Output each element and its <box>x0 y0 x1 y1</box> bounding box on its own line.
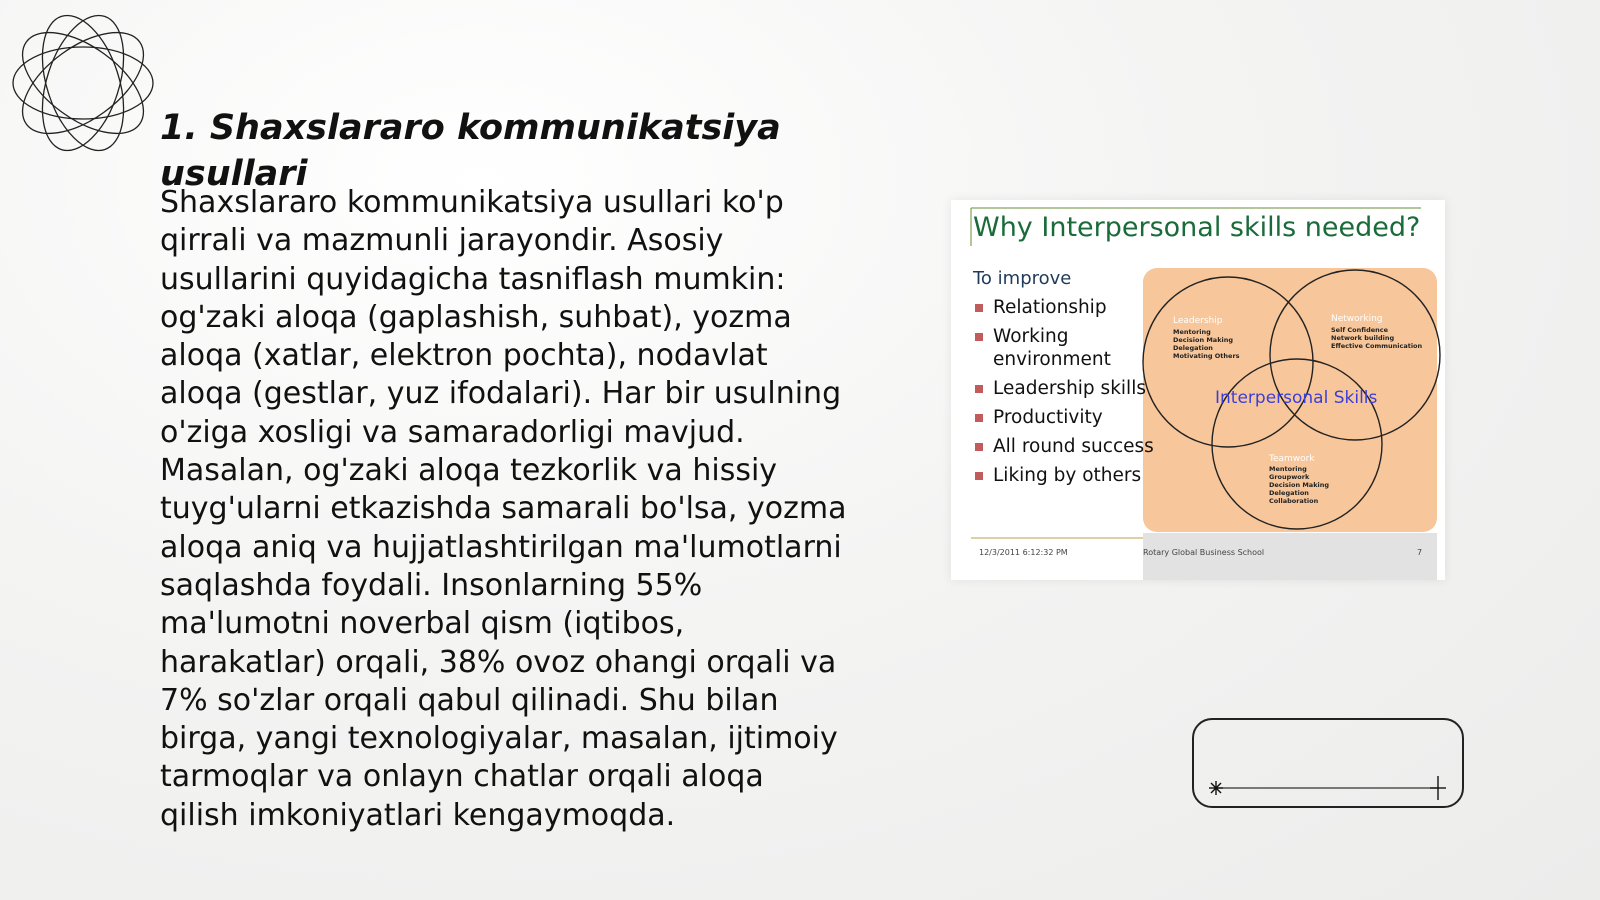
venn-label-leadership: Leadership <box>1173 316 1223 326</box>
embedded-slide-image <box>951 200 1445 580</box>
timeline-line-icon <box>1194 720 1466 810</box>
slide-body-text: Shaxslararo kommunikatsiya usullari ko'p qirrali va mazmunli jarayondir. Asosiy usullarini quyidagicha tasniflash mumkin: og'zaki aloqa (gaplashish, suhbat), yozma aloqa (xatlar, elektron pochta), nodavlat aloqa (gestlar, yuz ifodalari). Har bir usulning o'ziga xosligi va samaradorligi mavjud. Masalan, og'zaki aloqa tezkorlik va hissiy tuyg'ularni etkazishda samarali bo'lsa, yozma aloqa aniq va hujjatlashtirilgan ma'lumotlarni saqlashda foydali. Insonlarning 55% ma'lumotni noverbal qism (iqtibos, harakatlar) orqali, 38% ovoz ohangi orqali va 7% so'zlar orqali qabul qilinadi. Shu bilan birga, yangi texnologiyalar, masalan, ijtimoiy tarmoqlar va onlayn chatlar orqali aloqa qilish imkoniyatlari kengaymoqda. <box>160 185 847 833</box>
venn-label-teamwork: Teamwork <box>1269 454 1315 464</box>
embedded-footer-date: 12/3/2011 6:12:32 PM <box>979 548 1068 557</box>
sparkle-icon <box>1209 781 1223 795</box>
list-item: Leadership skills <box>973 377 1163 400</box>
venn-items-teamwork: Mentoring Groupwork Decision Making Delegation Collaboration <box>1269 465 1330 505</box>
timeline-decoration <box>1192 718 1464 808</box>
embedded-footer-source: Rotary Global Business School <box>1143 548 1265 557</box>
venn-items-networking: Self Confidence Network building Effective Communication <box>1331 326 1423 350</box>
list-item: Relationship <box>973 296 1163 319</box>
list-item: Liking by others <box>973 464 1163 487</box>
list-item: Working environment <box>973 325 1163 371</box>
slide-title: 1. Shaxslararo kommunikatsiya usullari <box>160 108 781 194</box>
list-item: Productivity <box>973 406 1163 429</box>
venn-label-networking: Networking <box>1331 314 1383 324</box>
embedded-footer-page: 7 <box>1417 548 1423 557</box>
venn-center-label: Interpersonal Skills <box>1215 388 1378 408</box>
list-item: All round success <box>973 435 1163 458</box>
cross-marker-icon <box>1430 776 1446 800</box>
venn-items-leadership: Mentoring Decision Making Delegation Motivating Others <box>1173 328 1240 360</box>
embedded-bullet-list <box>973 296 1163 493</box>
embedded-slide-heading: Why Interpersonal skills needed? <box>973 212 1421 243</box>
decorative-rings-icon <box>8 8 158 158</box>
embedded-intro: To improve <box>973 268 1072 289</box>
